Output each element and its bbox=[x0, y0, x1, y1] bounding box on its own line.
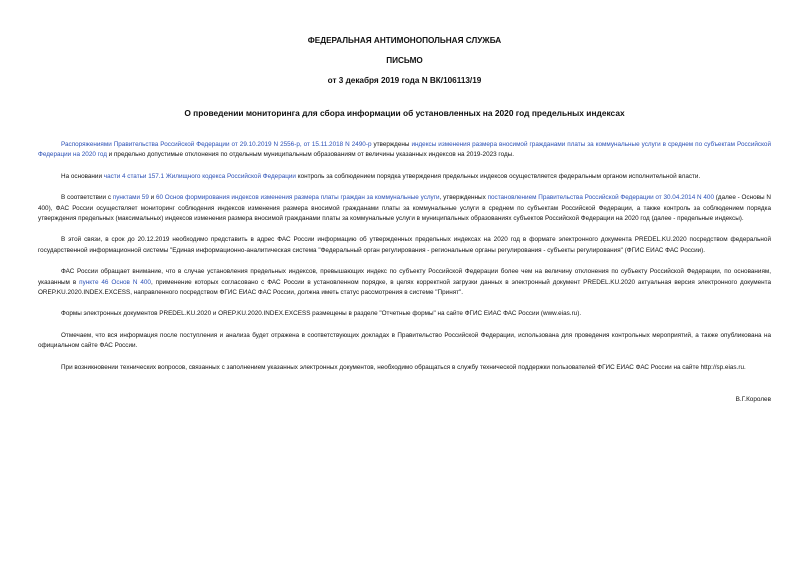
link-points-59[interactable]: пунктами 59 bbox=[112, 194, 149, 202]
document-type: ПИСЬМО bbox=[386, 56, 423, 65]
agency-name: ФЕДЕРАЛЬНАЯ АНТИМОНОПОЛЬНАЯ СЛУЖБА bbox=[307, 36, 502, 45]
link-resolution-400[interactable]: постановлением Правительства Российской Федерации от 30.04.2014 N 400 bbox=[487, 194, 714, 202]
link-point-46[interactable]: пункте 46 Основ N 400 bbox=[79, 278, 151, 286]
paragraph-8: При возникновении технических вопросов, связанных с заполнением указанных электронных документов, необходимо обращаться в службу технической поддержки пользователей ФГИС ЕИАС ФАС России на сайте http://sp.eias.ru. bbox=[61, 363, 746, 371]
document-subject: О проведении мониторинга для сбора информации об установленных на 2020 год предельных индексах bbox=[184, 108, 625, 118]
paragraph-7: Отмечаем, что вся информация после поступления и анализа будет отражена в соответствующих докладах в Правительство Российской Федерации, использована для проведения контрольных мероприятий, а также опубликована на официальном сайте ФАС России. bbox=[38, 331, 771, 350]
link-points-60[interactable]: 60 Основ формирования индексов изменения размера платы граждан за коммунальные услуги bbox=[155, 194, 440, 202]
link-housing-code[interactable]: части 4 статьи 157.1 Жилищного кодекса Российской Федерации bbox=[103, 172, 296, 180]
paragraph-1: Распоряжениями Правительства Российской Федерации от 29.10.2019 N 2556-р, от 15.11.2018 N 2490-р утверждены индексы изменения размера вносимой гражданами платы за коммунальные услуги в среднем по субъектам Российской Федерации на 2020 год и предельно допустимые отклонения по отдельным муниципальным образованиям от величины указанных индексов на 2019-2023 годы. bbox=[38, 141, 771, 159]
document-page bbox=[38, 36, 771, 403]
paragraph-5: ФАС России обращает внимание, что в случае установления предельных индексов, превышающих индекс по субъекту Российской Федерации более чем на величину отклонения по субъекту Российской Федерации, по основаниям, указанным в пункте 46 Основ N 400, применение которых согласовано с ФАС России в установленном порядке, в целях корректной загрузки данных в электронный документ PREDEL.KU.2020 актуальная версия электронного документа OREP.KU.2020.INDEX.EXCESS, направленного посредством ФГИС ЕИАС ФАС России, должна иметь статус рассмотрения в системе "Принят". bbox=[38, 268, 771, 297]
link-indices-2020[interactable]: индексы изменения размера вносимой гражданами платы за коммунальные услуги в среднем по субъектам Российской Федерации на 2020 год bbox=[38, 141, 771, 159]
link-government-orders[interactable]: Распоряжениями Правительства Российской Федерации от 29.10.2019 N 2556-р, от 15.11.2018 N 2490-р bbox=[61, 141, 372, 148]
signature: В.Г.Королев bbox=[735, 396, 771, 404]
document-body bbox=[38, 140, 771, 373]
paragraph-6: Формы электронных документов PREDEL.KU.2020 и OREP.KU.2020.INDEX.EXCESS размещены в разделе "Отчетные формы" на сайте ФГИС ЕИАС ФАС России (www.eias.ru). bbox=[61, 310, 582, 318]
paragraph-2: На основании части 4 статьи 157.1 Жилищного кодекса Российской Федерации контроль за соблюдением порядка утверждения предельных индексов осуществляется федеральным органом исполнительной власти. bbox=[61, 172, 701, 180]
paragraph-3: В соответствии с пунктами 59 и 60 Основ формирования индексов изменения размера платы граждан за коммунальные услуги, утвержденных постановлением Правительства Российской Федерации от 30.04.2014 N 400 (далее - Основы N 400), ФАС России осуществляет мониторинг соблюдения индексов изменения размера вносимой гражданами платы за коммунальные услуги в среднем по субъектам Российской Федерации, а также контроль за соблюдением порядка утверждения предельных (максимальных) индексов изменения размера вносимой гражданами платы за коммунальные услуги в муниципальных образованиях субъектов Российской Федерации на 2020 год (далее - предельные индексы). bbox=[38, 194, 771, 223]
paragraph-4: В этой связи, в срок до 20.12.2019 необходимо представить в адрес ФАС России информацию об утвержденных предельных индексах на 2020 год в формате электронного документа PREDEL.KU.2020 посредством федеральной государственной информационной системы "Единая информационно-аналитическая система "Федеральный орган регулирования - региональные органы регулирования - субъекты регулирования" (ФГИС ЕИАС ФАС России). bbox=[38, 236, 771, 254]
document-date-number: от 3 декабря 2019 года N ВК/106113/19 bbox=[327, 76, 482, 85]
